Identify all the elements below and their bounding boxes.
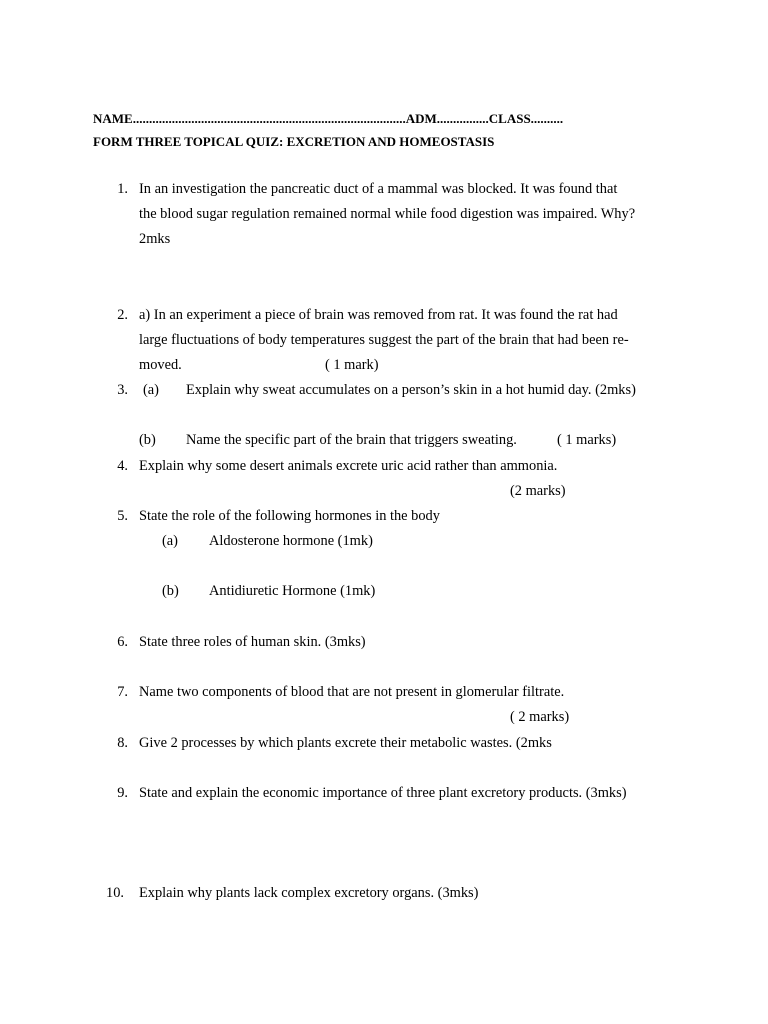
question-number: 2. xyxy=(117,307,128,323)
question-number: 4. xyxy=(117,458,128,474)
question-4-marks: (2 marks) xyxy=(510,483,566,499)
question-3a-text: Explain why sweat accumulates on a person’s skin in a hot humid day. (2mks) xyxy=(186,382,636,398)
question-1-line-2: the blood sugar regulation remained normal while food digestion was impaired. Why? xyxy=(139,206,636,222)
question-2-marks: ( 1 mark) xyxy=(325,357,379,373)
name-adm-class-line: NAME....................................................................................ADM................CLASS.......... xyxy=(93,111,564,126)
question-3b-label: (b) xyxy=(139,432,156,448)
question-2-line-3: moved. xyxy=(139,357,182,373)
question-4-line-1: Explain why some desert animals excrete uric acid rather than ammonia. xyxy=(139,458,558,474)
question-3b-text: Name the specific part of the brain that triggers sweating. xyxy=(186,432,517,448)
question-7-line-1: Name two components of blood that are not present in glomerular filtrate. xyxy=(139,684,565,700)
question-5b-label: (b) xyxy=(162,583,179,599)
question-2-line-2: large fluctuations of body temperatures suggest the part of the brain that had been re- xyxy=(139,332,629,348)
question-8-line-1: Give 2 processes by which plants excrete their metabolic wastes. (2mks xyxy=(139,735,552,751)
question-3b-marks: ( 1 marks) xyxy=(557,432,617,448)
question-6-line-1: State three roles of human skin. (3mks) xyxy=(139,634,366,650)
question-1-line-1: In an investigation the pancreatic duct of a mammal was blocked. It was found that xyxy=(139,181,618,197)
question-number: 7. xyxy=(117,684,128,700)
question-5a-text: Aldosterone hormone (1mk) xyxy=(209,533,373,549)
question-number: 9. xyxy=(117,785,128,801)
question-5a-label: (a) xyxy=(162,533,178,549)
question-number: 3. xyxy=(117,382,128,398)
question-number: 10. xyxy=(106,885,124,901)
question-5-line-1: State the role of the following hormones in the body xyxy=(139,508,440,524)
question-5b-text: Antidiuretic Hormone (1mk) xyxy=(209,583,376,599)
question-1-marks: 2mks xyxy=(139,231,171,247)
question-2-line-1: a) In an experiment a piece of brain was removed from rat. It was found the rat had xyxy=(139,307,618,323)
question-number: 1. xyxy=(117,181,128,197)
question-number: 8. xyxy=(117,735,128,751)
question-3a-label: (a) xyxy=(143,382,159,398)
question-10-line-1: Explain why plants lack complex excretory organs. (3mks) xyxy=(139,885,479,901)
quiz-title: FORM THREE TOPICAL QUIZ: EXCRETION AND HOMEOSTASIS xyxy=(93,134,495,149)
question-9-line-1: State and explain the economic importance of three plant excretory products. (3mks) xyxy=(139,785,627,801)
question-7-marks: ( 2 marks) xyxy=(510,709,570,725)
question-number: 5. xyxy=(117,508,128,524)
question-number: 6. xyxy=(117,634,128,650)
